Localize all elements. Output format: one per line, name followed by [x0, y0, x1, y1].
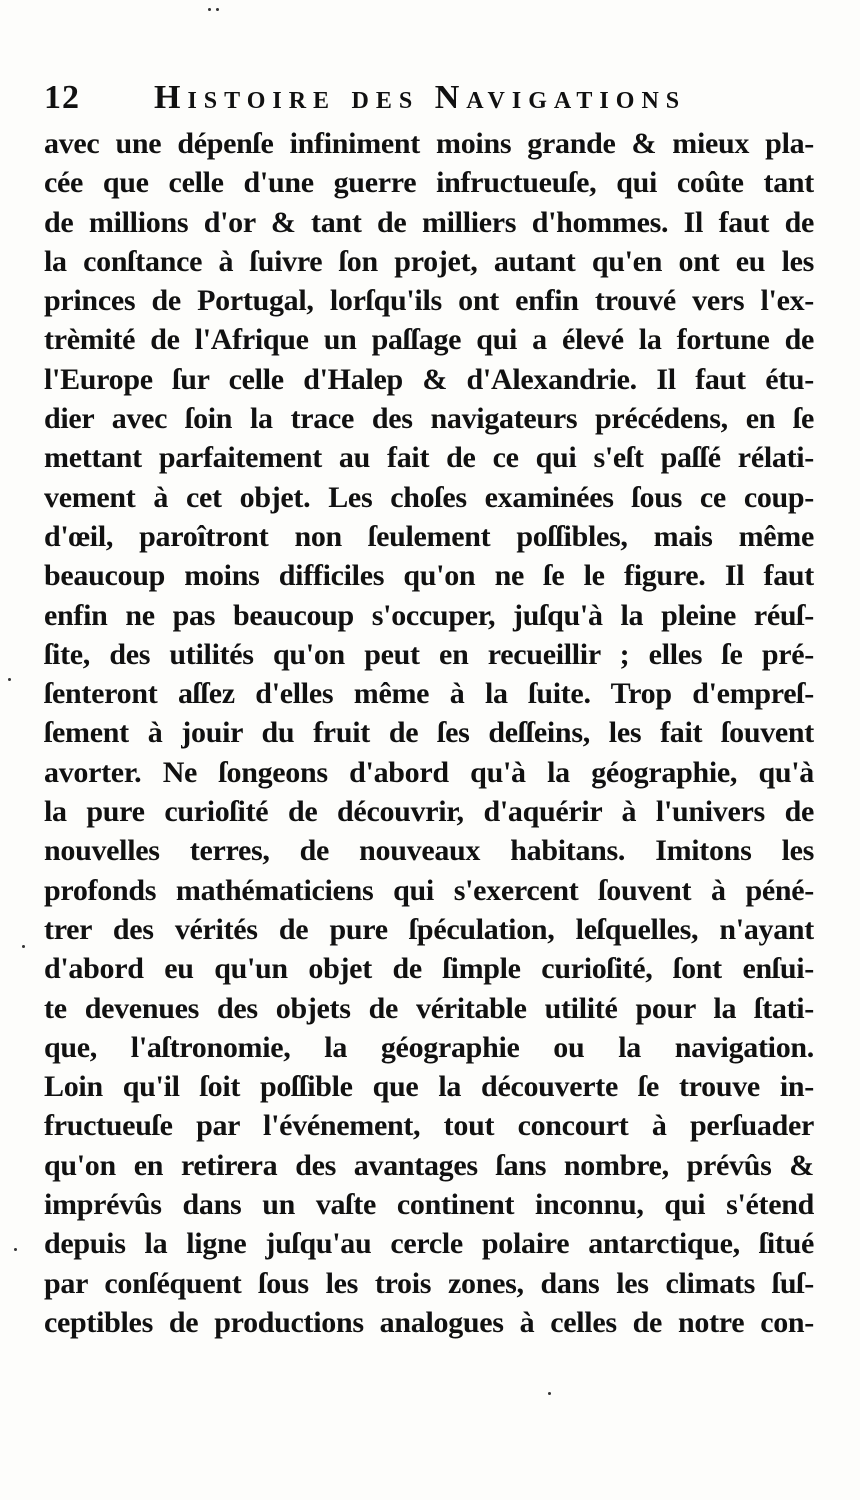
running-title: Histoire des Navigations [154, 79, 687, 116]
scan-speck [14, 1248, 17, 1251]
text-line: trèmité de l'Afrique un paſſage qui a élevé la fortune de [44, 323, 814, 357]
text-line: te devenues des objets de véritable utilité pour la ſtati- [44, 991, 814, 1025]
scan-speck [548, 1392, 551, 1395]
text-line: la pure curioſité de découvrir, d'aquérir à l'univers de [44, 795, 814, 829]
text-line: de millions d'or & tant de milliers d'hommes. Il faut de [44, 205, 814, 239]
page-number: 12 [44, 79, 80, 116]
page-header [44, 76, 814, 120]
body-text [44, 124, 814, 1342]
text-line: princes de Portugal, lorſqu'ils ont enfin trouvé vers l'ex- [44, 284, 814, 318]
text-line: fructueuſe par l'événement, tout concourt à perſuader [44, 1109, 814, 1143]
scan-speck [8, 678, 11, 681]
text-line: mettant parfaitement au fait de ce qui s'eſt paſſé rélati- [44, 441, 814, 475]
scan-speck [22, 945, 25, 948]
text-line: cée que celle d'une guerre infructueuſe, qui coûte tant [44, 166, 814, 200]
text-line: par conſéquent ſous les trois zones, dans les climats ſuſ- [44, 1266, 814, 1300]
text-line: avorter. Ne ſongeons d'abord qu'à la géographie, qu'à [44, 755, 814, 789]
text-line: avec une dépenſe infiniment moins grande & mieux pla- [44, 127, 814, 160]
text-line: ſement à jouir du fruit de ſes deſſeins, les fait ſouvent [44, 716, 814, 750]
text-line: trer des vérités de pure ſpéculation, leſquelles, n'ayant [44, 912, 814, 946]
text-line: depuis la ligne juſqu'au cercle polaire antarctique, ſitué [44, 1227, 814, 1261]
text-line: enfin ne pas beaucoup s'occuper, juſqu'à la pleine réuſ- [44, 598, 814, 632]
scan-speck [208, 8, 211, 11]
text-line: ſenteront aſſez d'elles même à la ſuite. Trop d'empreſ- [44, 677, 814, 711]
text-line: Loin qu'il ſoit poſſible que la découverte ſe trouve in- [44, 1070, 814, 1104]
text-line: d'abord eu qu'un objet de ſimple curioſité, ſont enſui- [44, 952, 814, 986]
text-line: dier avec ſoin la trace des navigateurs précédens, en ſe [44, 402, 814, 436]
text-line: imprévûs dans un vaſte continent inconnu, qui s'étend [44, 1188, 814, 1222]
text-line: que, l'aſtronomie, la géographie ou la navigation. [44, 1030, 814, 1064]
text-line: la conſtance à ſuivre ſon projet, autant qu'en ont eu les [44, 244, 814, 278]
text-line: qu'on en retirera des avantages ſans nombre, prévûs & [44, 1148, 814, 1182]
text-line: ſite, des utilités qu'on peut en recueillir ; elles ſe pré- [44, 637, 814, 671]
text-line: d'œil, paroîtront non ſeulement poſſibles, mais même [44, 519, 814, 553]
scan-speck [216, 8, 219, 11]
text-line: l'Europe ſur celle d'Halep & d'Alexandrie. Il faut étu- [44, 362, 814, 396]
text-line: beaucoup moins difficiles qu'on ne ſe le figure. Il faut [44, 559, 814, 593]
text-line: nouvelles terres, de nouveaux habitans. Imitons les [44, 834, 814, 868]
text-line: vement à cet objet. Les choſes examinées ſous ce coup- [44, 480, 814, 514]
text-line: ceptibles de productions analogues à celles de notre con- [44, 1305, 814, 1339]
text-line: profonds mathématiciens qui s'exercent ſouvent à péné- [44, 873, 814, 907]
